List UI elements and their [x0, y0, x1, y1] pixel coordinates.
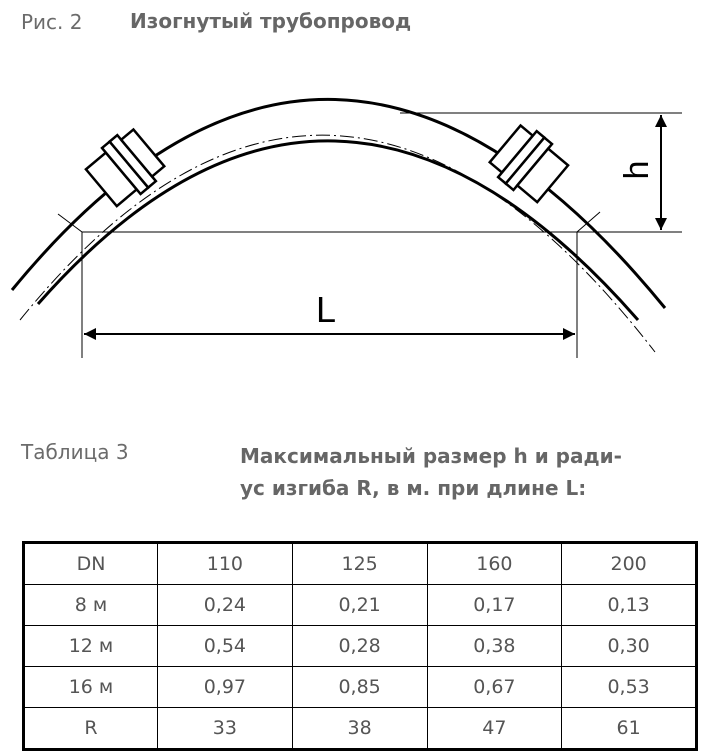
table-row: [24, 667, 697, 708]
table-cell: 12 м: [24, 626, 158, 667]
pipe-outer-wall: [12, 99, 665, 308]
bent-pipeline-drawing: [0, 40, 708, 370]
data-table: [22, 541, 698, 751]
table-cell: 0,85: [292, 667, 427, 708]
table-row: [24, 585, 697, 626]
table-title-line1: Максимальный размер h и ради-: [240, 444, 622, 468]
table-cell: 0,67: [427, 667, 562, 708]
table-cell: 8 м: [24, 585, 158, 626]
header-cell: 200: [562, 543, 697, 585]
table-cell: R: [24, 708, 158, 750]
figure-label: Рис. 2: [21, 10, 83, 34]
table-cell: 0,53: [562, 667, 697, 708]
table-header-row: [24, 543, 697, 585]
dimension-h-label: h: [618, 160, 656, 180]
table-row: [24, 626, 697, 667]
dimension-L-label: L: [315, 289, 337, 330]
table-cell: 38: [292, 708, 427, 750]
table-cell: 0,28: [292, 626, 427, 667]
table-title-line2: ус изгиба R, в м. при длине L:: [240, 476, 587, 500]
header-cell: 110: [158, 543, 293, 585]
right-coupling: [486, 121, 572, 207]
header-cell: 125: [292, 543, 427, 585]
table-cell: 0,30: [562, 626, 697, 667]
table-cell: 0,54: [158, 626, 293, 667]
table-cell: 33: [158, 708, 293, 750]
table-cell: 0,97: [158, 667, 293, 708]
header-cell: DN: [24, 543, 158, 585]
table-title: [240, 440, 680, 504]
table-cell: 47: [427, 708, 562, 750]
table-cell: 0,13: [562, 585, 697, 626]
table-label: Таблица 3: [21, 440, 129, 464]
table-cell: 0,21: [292, 585, 427, 626]
table-cell: 61: [562, 708, 697, 750]
table-cell: 0,24: [158, 585, 293, 626]
table-row: [24, 708, 697, 750]
figure-title: Изогнутый трубопровод: [130, 9, 412, 33]
table-cell: 0,17: [427, 585, 562, 626]
header-cell: 160: [427, 543, 562, 585]
table-cell: 0,38: [427, 626, 562, 667]
table-cell: 16 м: [24, 667, 158, 708]
